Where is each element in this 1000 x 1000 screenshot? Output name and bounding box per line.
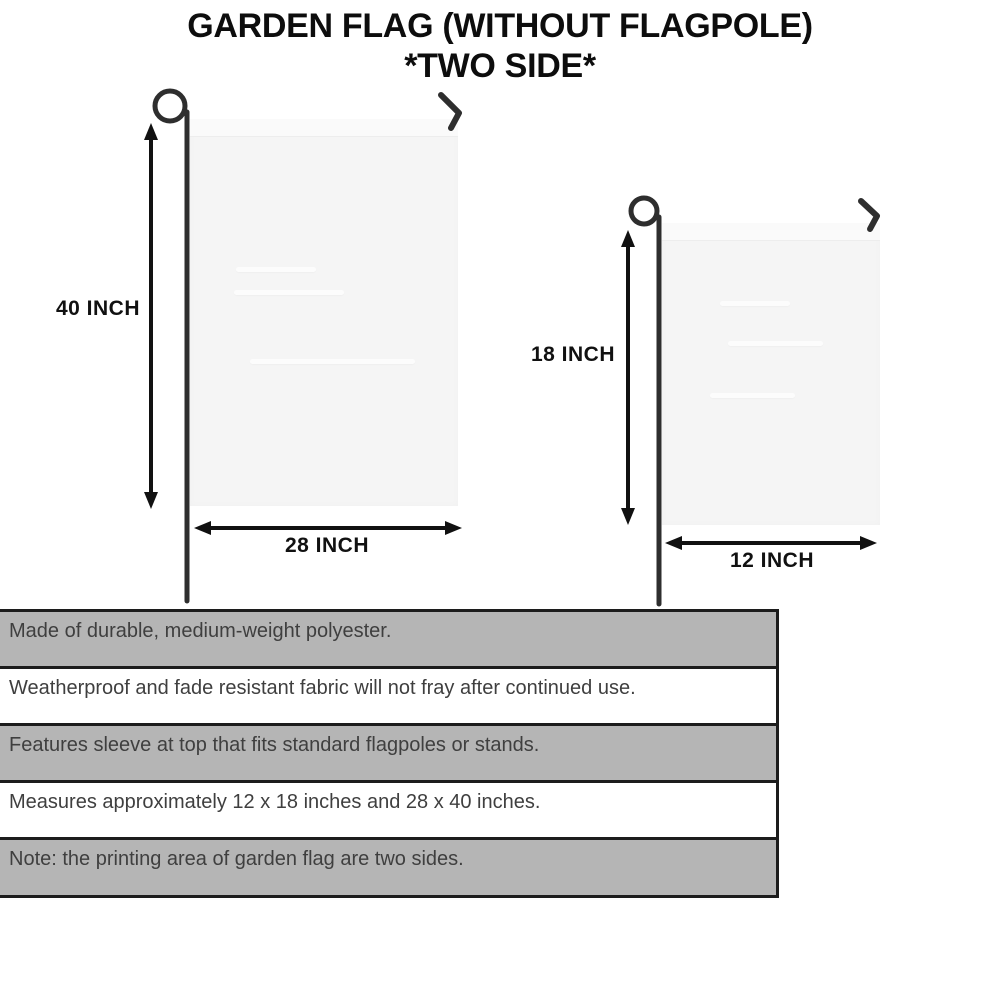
width-arrow-small — [665, 536, 877, 550]
flagpole-loop-icon — [631, 198, 657, 224]
feature-text: Weatherproof and fade resistant fabric will not fray after continued use. — [9, 677, 636, 699]
feature-row — [0, 783, 776, 840]
feature-table — [0, 609, 779, 898]
feature-text: Measures approximately 12 x 18 inches and 28 x 40 inches. — [9, 791, 541, 813]
flag-corner-hook-icon — [861, 201, 877, 229]
flag-corner-hook-icon — [441, 95, 459, 128]
feature-text: Features sleeve at top that fits standard flagpoles or stands. — [9, 734, 540, 756]
large-flag-width-label: 28 INCH — [284, 534, 370, 557]
flagpole-loop-icon — [155, 91, 185, 121]
page-subtitle: *TWO SIDE* — [404, 47, 596, 85]
feature-text: Note: the printing area of garden flag are two sides. — [9, 848, 464, 870]
flagpole-large — [155, 91, 187, 601]
height-arrow-small — [621, 230, 635, 525]
flagpole-small — [631, 198, 659, 604]
page-title: GARDEN FLAG (WITHOUT FLAGPOLE) — [187, 7, 813, 45]
small-flag-height-label: 18 INCH — [530, 343, 615, 366]
feature-row — [0, 612, 776, 669]
large-flag-height-label: 40 INCH — [55, 297, 140, 320]
feature-row — [0, 669, 776, 726]
small-flag-width-label: 12 INCH — [729, 549, 815, 572]
feature-row — [0, 726, 776, 783]
feature-text: Made of durable, medium-weight polyester. — [9, 620, 392, 642]
height-arrow-large — [144, 123, 158, 509]
feature-row — [0, 840, 776, 895]
width-arrow-large — [194, 521, 462, 535]
